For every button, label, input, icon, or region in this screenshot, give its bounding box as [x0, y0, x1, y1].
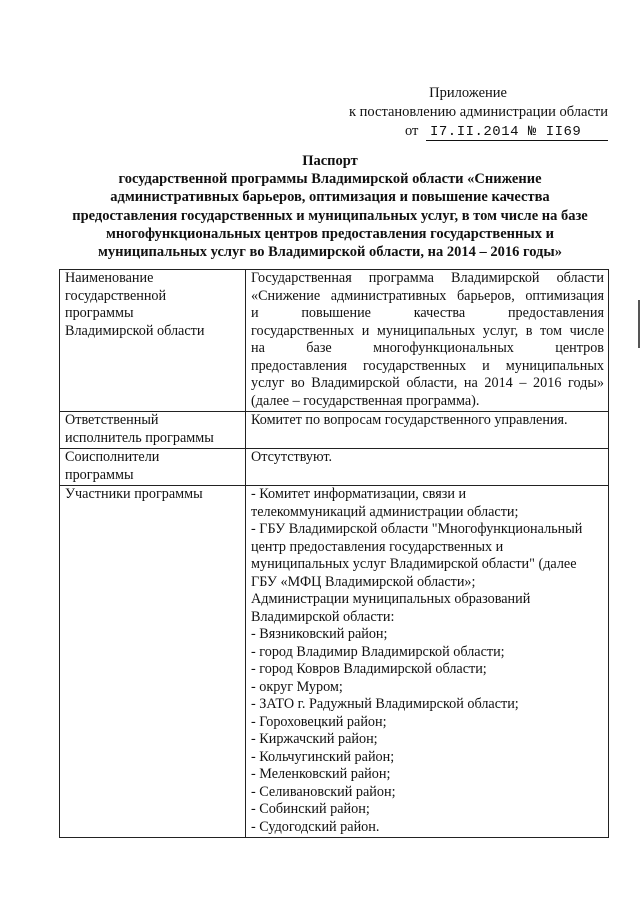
value-line: ГБУ «МФЦ Владимирской области»;	[251, 573, 476, 590]
value-line: услуг во Владимирской области, на 2014 – 2016 годы»	[251, 375, 604, 391]
heading-line: государственной программы Владимирской области «Снижение	[118, 171, 542, 188]
row-label	[60, 449, 246, 486]
value-line: (далее – государственная программа).	[251, 392, 480, 409]
document-heading	[52, 152, 608, 261]
value-line: - ЗАТО г. Радужный Владимирской области;	[251, 696, 519, 712]
label-line: Наименование	[65, 270, 154, 286]
value-line: Отсутствуют.	[251, 449, 333, 465]
value-line: на базе многофункциональных центров	[251, 340, 604, 356]
annex-date-prefix: от	[404, 123, 419, 139]
value-line: - Собинский район;	[251, 801, 370, 817]
label-line: государственной	[65, 287, 167, 304]
value-line: - Вязниковский район;	[251, 626, 388, 642]
value-line: муниципальных услуг Владимирской области" (далее	[251, 556, 577, 572]
value-line: - округ Муром;	[251, 678, 343, 695]
heading-word: Паспорт	[302, 153, 358, 169]
table-row	[60, 412, 609, 449]
value-line: Администрации муниципальных образований	[251, 591, 531, 607]
value-line: предоставления государственных и муниципальных	[251, 357, 604, 374]
value-line: Государственная программа Владимирской области	[251, 270, 604, 286]
value-line: - Киржачский район;	[251, 731, 378, 747]
value-line: - Комитет информатизации, связи и	[251, 486, 467, 502]
passport-table	[59, 269, 609, 838]
heading-line: муниципальных услуг во Владимирской области, на 2014 – 2016 годы»	[98, 244, 562, 261]
annex-block	[0, 84, 608, 141]
value-line: - ГБУ Владимирской области "Многофункциональный	[251, 521, 583, 537]
row-label	[60, 270, 246, 412]
value-line: Владимирской области:	[251, 608, 395, 625]
label-line: программы	[65, 305, 134, 321]
label-line: программы	[65, 466, 134, 483]
value-line: - Меленковский район;	[251, 766, 391, 782]
value-line: «Снижение административных барьеров, оптимизация	[251, 287, 604, 304]
value-line: - Кольчугинский район;	[251, 748, 395, 765]
value-line: - Гороховецкий район;	[251, 713, 387, 730]
row-value	[246, 486, 609, 838]
row-value	[246, 412, 609, 449]
value-line: - Судогодский район.	[251, 818, 380, 835]
value-line: Комитет по вопросам государственного управления.	[251, 412, 568, 428]
value-line: государственных и муниципальных услуг, в том числе	[251, 322, 604, 339]
table-row	[60, 449, 609, 486]
value-line: - город Владимир Владимирской области;	[251, 643, 505, 660]
table-row	[60, 486, 609, 838]
label-line: Ответственный	[65, 412, 159, 428]
annex-date-row	[405, 122, 608, 141]
value-line: центр предоставления государственных и	[251, 538, 504, 555]
heading-line: многофункциональных центров предоставления государственных и	[106, 225, 554, 242]
row-label	[60, 486, 246, 838]
row-label	[60, 412, 246, 449]
value-line: телекоммуникаций администрации области;	[251, 503, 519, 520]
table-row	[60, 270, 609, 412]
value-line: и повышение качества предоставления	[251, 305, 604, 321]
heading-line: предоставления государственных и муниципальных услуг, в том числе на базе	[72, 207, 588, 224]
heading-line: административных барьеров, оптимизация и повышение качества	[110, 189, 550, 206]
value-line: - Селивановский район;	[251, 783, 396, 800]
label-line: Владимирской области	[65, 322, 205, 339]
row-value	[246, 270, 609, 412]
label-line: Участники программы	[65, 486, 203, 502]
row-value	[246, 449, 609, 486]
annex-date-number: I7.II.2014 № II69	[426, 124, 608, 141]
value-line: - город Ковров Владимирской области;	[251, 661, 487, 677]
label-line: Соисполнители	[65, 449, 160, 465]
label-line: исполнитель программы	[65, 429, 214, 446]
annex-reference: к постановлению администрации области	[348, 104, 608, 120]
annex-title: Приложение	[429, 85, 507, 101]
